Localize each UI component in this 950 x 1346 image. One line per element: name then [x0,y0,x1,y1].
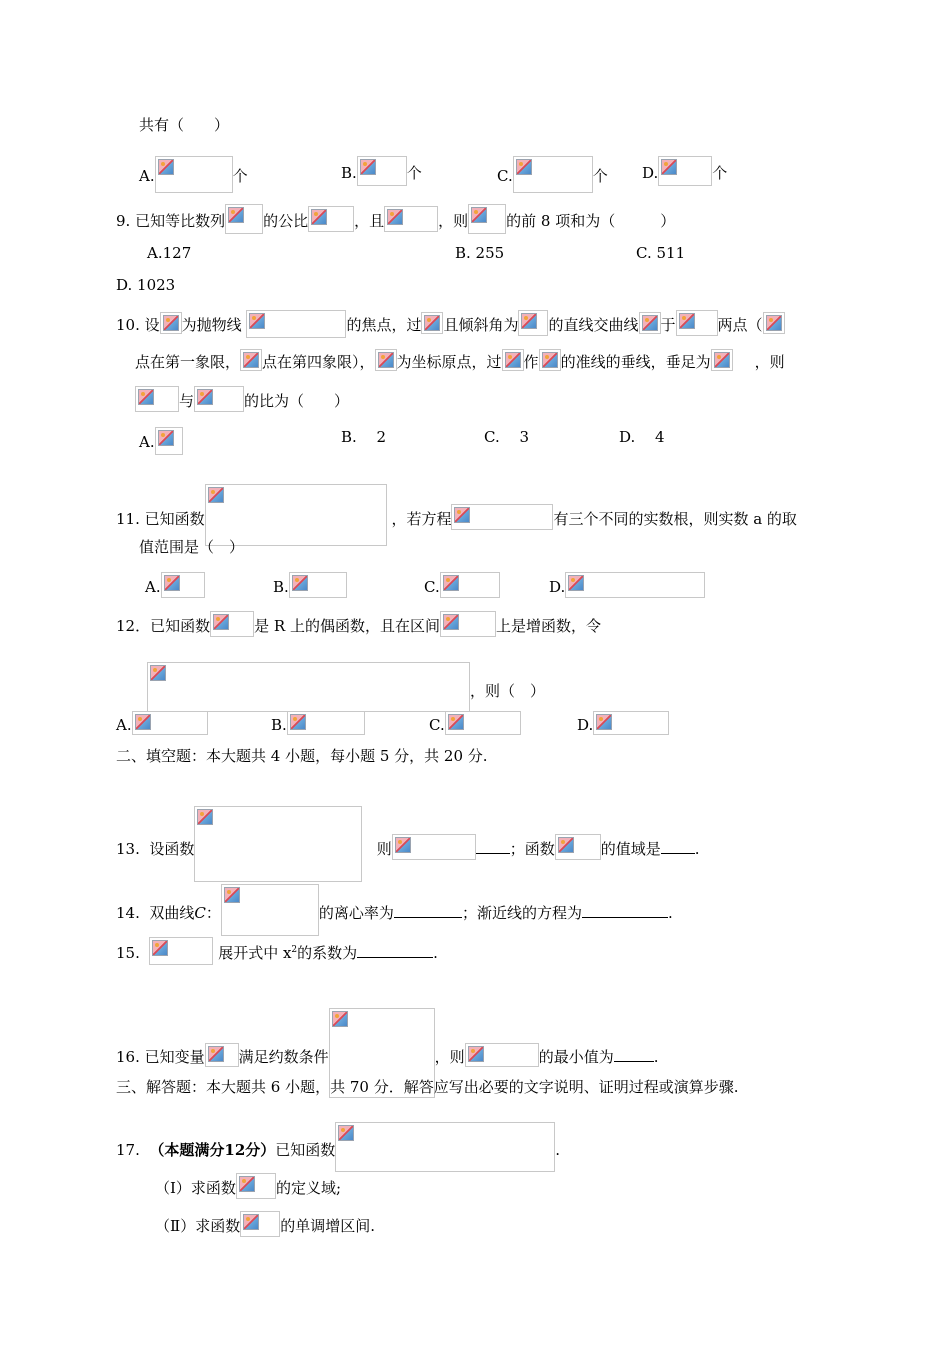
q12-option-d: D. [577,711,669,735]
formula-image [194,386,244,412]
q10-line3: 与 的比为（ ） [135,386,349,412]
q13-stem: 13. 设函数 则 ；函数 的值域是 . [116,806,700,882]
formula-image [205,1043,239,1067]
formula-image [289,572,347,598]
q16-stem: 16. 已知变量 满足约数条件 ，则 的最小值为 . [116,1008,658,1098]
q10-option-c: C. 3 [484,428,530,446]
formula-image [421,312,443,334]
formula-image [161,572,205,598]
section-3-heading: 三、解答题：本大题共 6 小题，共 70 分．解答应写出必要的文字说明、证明过程或演算步骤. [116,1078,739,1096]
formula-image [384,206,438,232]
formula-image [658,156,712,186]
q12-option-a: A. [116,711,208,735]
section-2-heading: 二、填空题：本大题共 4 小题，每小题 5 分，共 20 分. [116,747,488,765]
answer-blank[interactable] [357,943,433,958]
q12-stem-cont: ，则（ ） [147,662,545,712]
q11-stem: 11. 已知函数 ，若方程 有三个不同的实数根，则实数 a 的取 [116,484,797,546]
formula-image [155,427,183,455]
q17-part-2: （Ⅱ）求函数 的单调增区间. [155,1211,375,1237]
formula-image [465,1043,539,1067]
formula-image [155,156,233,193]
formula-image [676,310,718,336]
formula-image [221,884,319,936]
formula-image [335,1122,555,1172]
formula-image [440,572,500,598]
formula-image [160,312,182,334]
q10-option-b: B. 2 [341,428,387,446]
formula-image [149,937,213,965]
formula-image [210,611,254,637]
q11-option-b: B. [273,572,347,598]
q11-stem-cont: 值范围是（ ） [139,538,245,556]
q17-stem: 17. （本题满分12分）已知函数 . [116,1122,560,1172]
q11-option-a: A. [145,572,205,598]
q8-option-c: C. 个 [497,156,608,193]
formula-image [287,711,365,735]
q12-stem: 12．已知函数 是 R 上的偶函数，且在区间 上是增函数，令 [116,611,601,637]
formula-image [451,504,553,530]
formula-image [468,204,506,234]
q8-option-d: D. 个 [642,156,727,186]
q8-option-b: B. 个 [341,156,422,186]
formula-image [711,349,733,371]
q12-option-b: B. [271,711,365,735]
formula-image [445,711,521,735]
q11-option-c: C. [424,572,500,598]
q9-stem: 9. 已知等比数列 的公比 ，且 ，则 的前 8 项和为（ ） [116,204,675,234]
answer-blank[interactable] [476,839,510,854]
formula-image [194,806,362,882]
q8-option-a: A. 个 [139,156,248,193]
q12-option-c: C. [429,711,521,735]
q9-option-d: D. 1023 [116,276,176,294]
q17-part-1: （Ⅰ）求函数 的定义域; [155,1173,341,1199]
formula-image [246,310,346,338]
q10-option-d: D. 4 [619,428,665,446]
formula-image [555,834,601,860]
answer-blank[interactable] [614,1047,654,1062]
formula-image [147,662,470,712]
q14-stem: 14. 双曲线C： 的离心率为 ；渐近线的方程为 . [116,884,673,936]
answer-blank[interactable] [661,839,695,854]
formula-image [240,349,262,371]
formula-image [639,312,661,334]
q10-line2: 点在第一象限， 点在第四象限）， 为坐标原点，过 作 的准线的垂线，垂足为 ，则 [135,349,785,372]
answer-blank[interactable] [582,903,668,918]
q10-option-a: A. [139,427,183,455]
formula-image [236,1173,276,1199]
formula-image [502,349,524,371]
q11-option-d: D. [549,572,705,598]
formula-image [565,572,705,598]
formula-image [240,1211,280,1237]
q9-option-b: B. 255 [455,244,505,262]
formula-image [132,711,208,735]
q15-stem: 15. 展开式中 $x^2$的系数为 . [116,937,438,965]
formula-image [225,204,263,234]
q9-option-c: C. 511 [636,244,686,262]
formula-image [392,834,476,860]
formula-image [539,349,561,371]
q8-tail: 共有（ ） [139,116,230,134]
formula-image [375,349,397,371]
formula-image [763,312,785,334]
q9-option-a: A.127 [147,244,192,262]
formula-image [593,711,669,735]
formula-image [135,386,179,412]
answer-blank[interactable] [394,903,462,918]
q10-line1: 10. 设 为抛物线 的焦点，过 且倾斜角为 的直线交曲线 于 两点（ [116,310,785,338]
formula-image [518,310,548,336]
formula-image [308,206,354,232]
formula-image [357,156,407,186]
formula-image [513,156,593,193]
formula-image [440,611,496,637]
